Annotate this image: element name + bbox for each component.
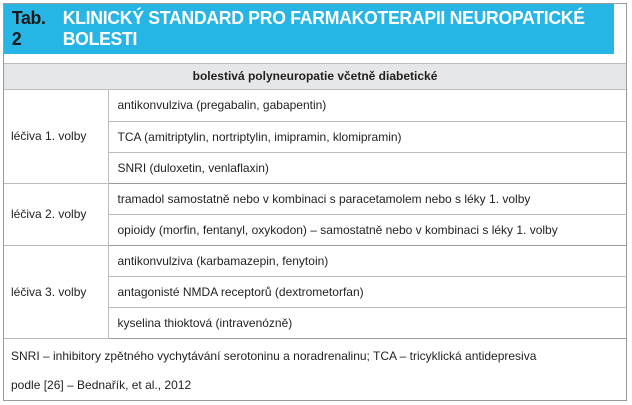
table-cell: SNRI (duloxetin, venlaflaxin) [108,152,626,183]
table-row [4,245,626,276]
table-subheader: bolestivá polyneuropatie včetně diabetické [4,63,626,90]
drug-table [4,90,626,339]
table-number: Tab. 2 [11,8,46,49]
group-label-2: léčiva 2. volby [4,183,108,245]
table-cell: opioidy (morfin, fentanyl, oxykodon) – samostatně nebo v kombinaci s léky 1. volby [108,214,626,245]
group-label-1: léčiva 1. volby [4,90,108,183]
table-frame [3,3,627,401]
table-cell: antikonvulziva (pregabalin, gabapentin) [108,90,626,121]
footnote-line: SNRI – inhibitory zpětného vychytávání serotoninu a noradrenalinu; TCA – tricyklická antidepresiva [11,349,537,363]
table-cell: tramadol samostatně nebo v kombinaci s paracetamolem nebo s léky 1. volby [108,183,626,214]
table-row [4,90,626,121]
table-title: KLINICKÝ STANDARD PRO FARMAKOTERAPII NEUROPATICKÉ BOLESTI [62,8,585,49]
table-row [4,183,626,214]
table-cell: antagonisté NMDA receptorů (dextrometorfan) [108,276,626,307]
group-label-3: léčiva 3. volby [4,245,108,338]
table-cell: antikonvulziva (karbamazepin, fenytoin) [108,245,626,276]
table-cell: TCA (amitriptylin, nortriptylin, imipramin, klomipramin) [108,121,626,152]
footnote-source: podle [26] – Bednařík, et al., 2012 [11,378,192,392]
table-cell: kyselina thioktová (intravenózně) [108,307,626,338]
table-footnote [11,342,621,400]
table-title-bar [4,4,614,54]
